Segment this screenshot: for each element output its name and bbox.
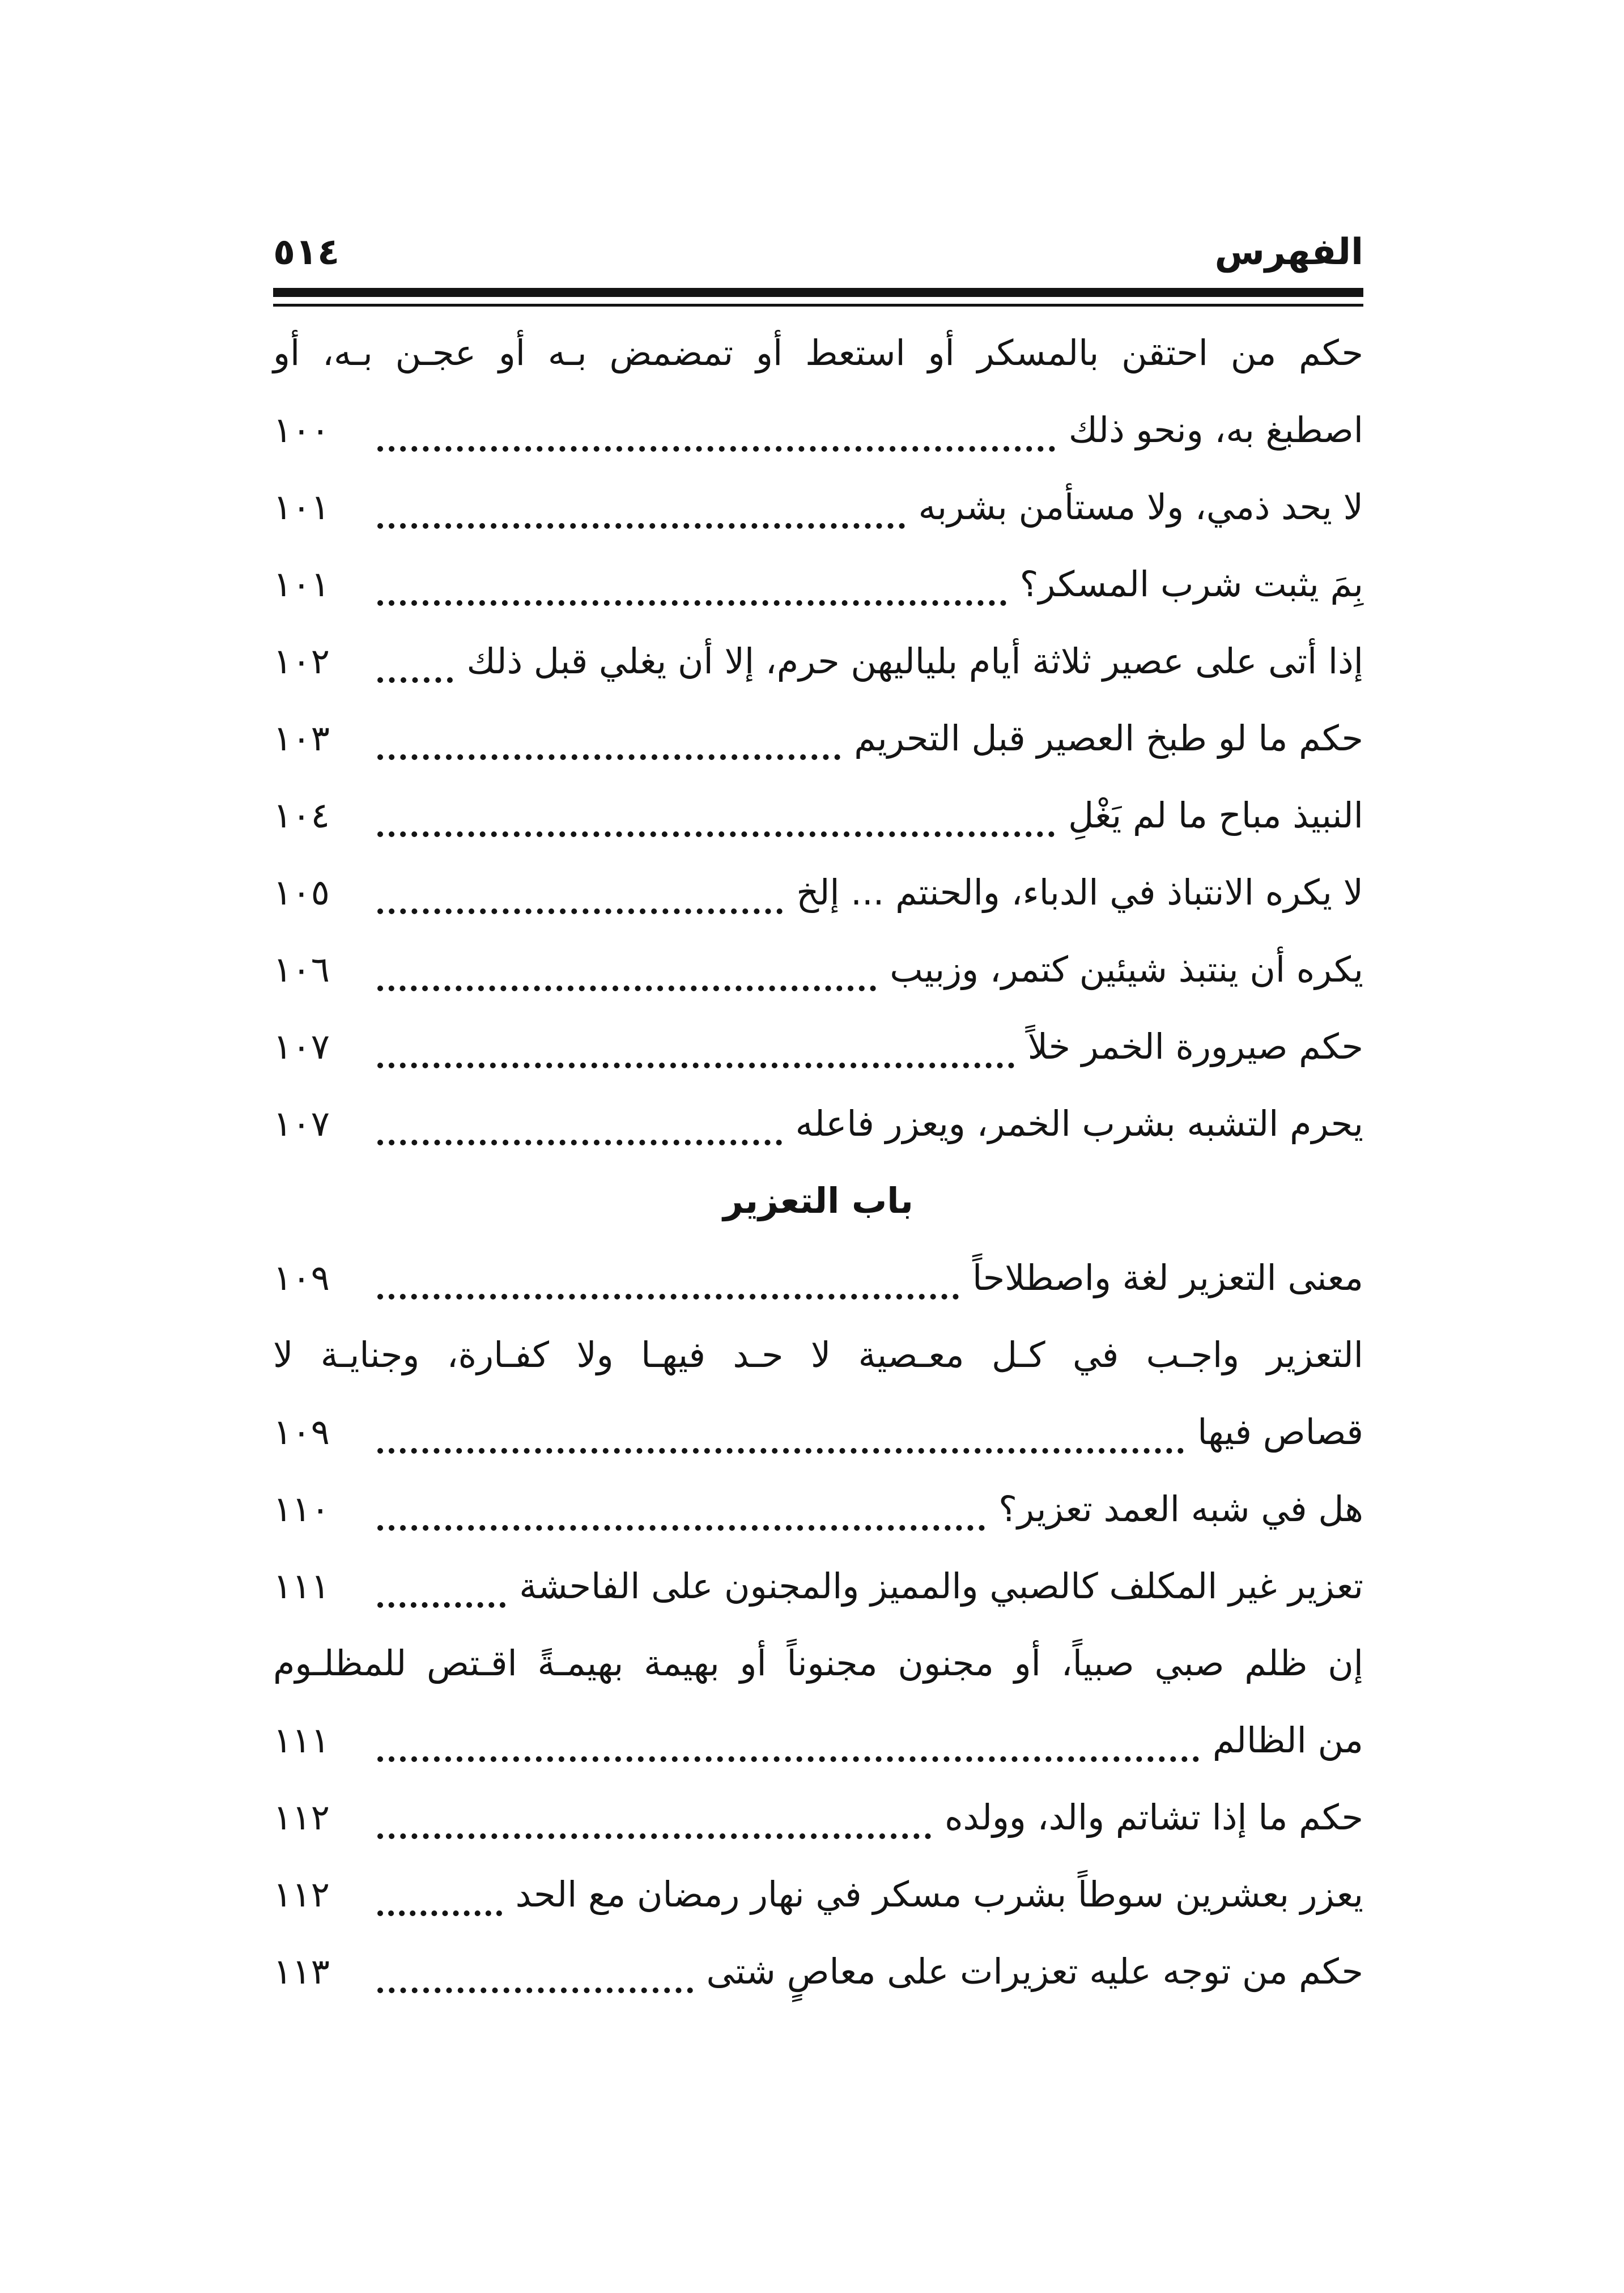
entry-page-number: ١٠٧ [273, 1026, 330, 1067]
entry-text: يحرم التشبه بشرب الخمر، ويعزر فاعله [795, 1103, 1363, 1144]
entry-text: التعزير واجـب في كـل معـصية لا حـد فيهـا ولا كفـارة، وجنايـة لا [273, 1334, 1363, 1375]
entry-text: حكم من احتقن بالمسكر أو استعط أو تمضمض بـه أو عجـن بـه، أو [273, 332, 1363, 373]
entry-page-number: ١١٢ [273, 1797, 330, 1838]
entry-page-number: ١٠٩ [273, 1257, 330, 1298]
index-entry [273, 623, 1363, 700]
section-heading-text: باب التعزير [723, 1180, 913, 1221]
entry-page-number: ١١٢ [273, 1874, 330, 1915]
index-entry [273, 1317, 1363, 1394]
index-entry [273, 1933, 1363, 2010]
dot-leader [377, 1933, 693, 2010]
index-entry [273, 1625, 1363, 1702]
dot-leader [377, 1008, 1014, 1085]
entry-text: إذا أتى على عصير ثلاثة أيام بلياليهن حرم، إلا أن يغلي قبل ذلك [466, 640, 1363, 682]
index-entry [273, 315, 1363, 392]
entry-page-number: ١٠٦ [273, 949, 330, 990]
dot-leader [377, 1394, 1184, 1471]
dot-leader [377, 392, 1055, 469]
index-entry [273, 1085, 1363, 1162]
entry-text: من الظالم [1212, 1719, 1363, 1761]
section-heading [273, 1162, 1363, 1239]
dot-leader [377, 1779, 931, 1856]
entry-text: إن ظلم صبي صبياً، أو مجنون مجنوناً أو بهيمة بهيمـةً اقـتص للمظلـوم [273, 1642, 1363, 1684]
dot-leader [377, 1702, 1199, 1779]
index-entry [273, 392, 1363, 469]
index-entry [273, 1471, 1363, 1548]
entry-text: حكم من توجه عليه تعزيرات على معاصٍ شتى [706, 1951, 1363, 1992]
entry-text: بِمَ يثبت شرب المسكر؟ [1019, 563, 1363, 605]
index-entry [273, 854, 1363, 931]
entry-page-number: ١١١ [273, 1719, 330, 1761]
dot-leader [377, 1239, 959, 1317]
entry-page-number: ١٠٠ [273, 409, 330, 451]
entry-text: يكره أن ينتبذ شيئين كتمر، وزبيب [890, 949, 1363, 990]
entry-text: لا يكره الانتباذ في الدباء، والحنتم ... إلخ [796, 872, 1363, 913]
dot-leader [377, 1856, 502, 1933]
dot-leader [377, 931, 876, 1008]
dot-leader [377, 623, 453, 700]
page-number: ٥١٤ [273, 231, 340, 273]
entry-text: تعزير غير المكلف كالصبي والمميز والمجنون على الفاحشة [519, 1565, 1363, 1607]
entry-text: قصاص فيها [1197, 1411, 1363, 1453]
dot-leader [377, 1085, 782, 1162]
dot-leader [377, 854, 783, 931]
index-entry [273, 1008, 1363, 1085]
index-entry [273, 469, 1363, 546]
dot-leader [377, 1471, 985, 1548]
index-entry [273, 700, 1363, 777]
entry-page-number: ١٠٩ [273, 1411, 330, 1453]
dot-leader [377, 777, 1055, 854]
header-rule-thin [273, 304, 1363, 307]
entry-page-number: ١٠٣ [273, 717, 330, 759]
index-entry [273, 931, 1363, 1008]
running-title: الفهرس [1214, 231, 1363, 273]
entry-page-number: ١٠٧ [273, 1103, 330, 1144]
index-entry [273, 777, 1363, 854]
index-entry [273, 546, 1363, 623]
index-entry [273, 1856, 1363, 1933]
entry-text: هل في شبه العمد تعزير؟ [998, 1488, 1363, 1530]
header-rule-thick [273, 288, 1363, 297]
entry-page-number: ١١٣ [273, 1951, 330, 1992]
entry-page-number: ١٠١ [273, 486, 330, 528]
dot-leader [377, 700, 840, 777]
index-entry [273, 1239, 1363, 1317]
entry-text: معنى التعزير لغة واصطلاحاً [972, 1257, 1363, 1298]
entry-page-number: ١٠٤ [273, 795, 330, 836]
dot-leader [377, 1548, 505, 1625]
entry-text: لا يحد ذمي، ولا مستأمن بشربه [918, 486, 1363, 528]
page-header [273, 227, 1363, 278]
dot-leader [377, 469, 905, 546]
index-entry [273, 1779, 1363, 1856]
index-entries [273, 315, 1363, 2010]
entry-page-number: ١٠٥ [273, 872, 330, 913]
entry-page-number: ١٠١ [273, 563, 330, 605]
index-entry [273, 1548, 1363, 1625]
entry-text: حكم ما إذا تشاتم والد، وولده [945, 1797, 1363, 1838]
entry-text: اصطبغ به، ونحو ذلك [1068, 409, 1363, 451]
index-entry [273, 1394, 1363, 1471]
entry-text: يعزر بعشرين سوطاً بشرب مسكر في نهار رمضان مع الحد [515, 1874, 1363, 1915]
index-entry [273, 1702, 1363, 1779]
entry-text: حكم ما لو طبخ العصير قبل التحريم [854, 717, 1363, 759]
entry-text: النبيذ مباح ما لم يَغْلِ [1068, 795, 1363, 836]
entry-page-number: ١١٠ [273, 1488, 330, 1530]
entry-page-number: ١٠٢ [273, 640, 330, 682]
entry-page-number: ١١١ [273, 1565, 330, 1607]
entry-text: حكم صيرورة الخمر خلاً [1027, 1026, 1363, 1067]
dot-leader [377, 546, 1006, 623]
